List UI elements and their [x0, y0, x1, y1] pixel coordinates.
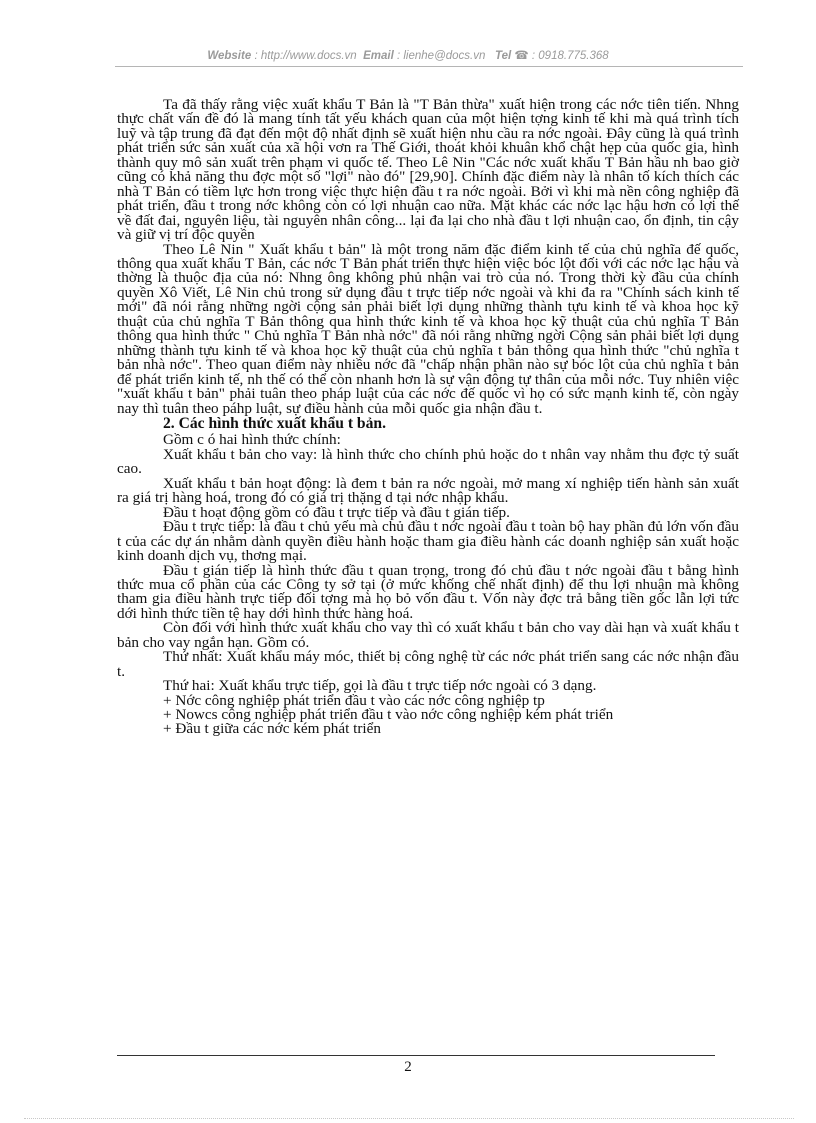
section-heading: 2. Các hình thức xuất khẩu t bản. — [163, 414, 386, 432]
document-body — [117, 98, 739, 737]
page-bottom-edge — [24, 1118, 794, 1119]
section-paragraph: Gồm c ó hai hình thức chính: — [163, 431, 341, 449]
paragraph-1: Ta đã thấy rằng việc xuất khẩu T Bản là "T Bản thừa" xuất hiện trong các nớc tiên tiến. Nhng thực chất vấn đề đó là mang tính tất yếu khách quan của một hiện tợng kinh tế khi mà quá trình tích luỹ và tập trung đã đạt đến một độ nhất định sẽ xuất hiện nhu cầu ra nớc ngoài. Đây cũng là quá trình phát triển sức sản xuất của xã hội vơn ra Thế Giới, thoát khỏi khuân khổ chật hẹp của quốc gia, hình thành quy mô sản xuất trên phạm vi quốc tế. Theo Lê Nin "Các nớc xuất khẩu T Bản hầu nh bao giờ cũng có khả năng thu đợc một số "lợi" nào đó" [29,90]. Chính đặc điểm này là nhân tố kích thích các nhà T Bản có tiềm lực hơn trong việc thực hiện đầu t ra nớc ngoài. Bởi vì khi mà nền công nghiệp đã phát triển, đầu t trong nớc không còn có lợi nhuận cao nữa. Mặt khác các nớc lạc hậu hơn có lợi thế về đất đai, nguyên liệu, tài nguyên nhân công... lại đa lại cho nhà đầu t lợi nhuận cao, ổn định, tin cậy và giữ vị trí độc quyền — [117, 96, 739, 244]
tel-label: Tel — [494, 50, 512, 62]
footer-divider — [117, 1055, 715, 1056]
website-label: Website — [207, 50, 252, 62]
list-item: + Nowcs công nghiệp phát triển đầu t vào nớc công nghiệp kém phát triển — [163, 706, 614, 724]
email-value: : lienhe@docs.vn — [396, 50, 486, 62]
tel-value: ☎ : 0918.775.368 — [514, 50, 609, 62]
section-paragraph: Thứ hai: Xuất khẩu trực tiếp, gọi là đầu t trực tiếp nớc ngoài có 3 dạng. — [163, 677, 597, 695]
page-header — [0, 48, 816, 62]
section-paragraph: Xuất khẩu t bản cho vay: là hình thức cho chính phủ hoặc do t nhân vay nhằm thu đợc tỷ suất cao. — [117, 445, 739, 478]
page-number: 2 — [404, 1059, 412, 1075]
section-paragraph: Đầu t gián tiếp là hình thức đầu t quan trọng, trong đó chủ đầu t nớc ngoài đầu t bằng hình thức mua cổ phần của các Công ty sở tại (ở mức khống chế nhất định) để thu lợi nhuận mà không tham gia điều hành trực tiếp đối tợng mà họ bỏ vốn đầu t. Vốn này đợc trả bằng tiền gốc lẫn lợi tức dới hình thức tiền tệ hay dới hình thức hàng hoá. — [117, 561, 739, 622]
section-paragraph: Xuất khẩu t bản hoạt động: là đem t bản ra nớc ngoài, mở mang xí nghiệp tiến hành sản xuất ra giá trị hàng hoá, trong đó có giá trị thặng d tại nớc nhập khẩu. — [117, 474, 739, 507]
list-item: + Nớc công nghiệp phát triển đầu t vào các nớc công nghiệp tp — [163, 691, 545, 709]
header-divider — [115, 66, 743, 67]
paragraph-2: Theo Lê Nin " Xuất khẩu t bản" là một trong năm đặc điểm kinh tế của chủ nghĩa đế quốc, thông qua xuất khẩu T Bản, các nớc T Bản phát triển thực hiện việc bóc lột đối với các nớc lạc hậu và thờng là thuộc địa của nó: Nhng ông không phủ nhận vai trò của nó. Trong thời kỳ đầu của chính quyền Xô Viết, Lê Nin chủ trong sử dụng đầu t trực tiếp nớc ngoài và khi đa ra "Chính sách kinh tế mới" đã nói rằng những ngời cộng sản phải biết lợi dụng những thành tựu kinh tế và khoa học kỹ thuật của chủ nghĩa T Bản thông qua hình thức kinh tế và khoa học kỹ thuật của chủ nghĩa T Bản thông qua hình thức " Chủ nghĩa T Bản nhà nớc" đã nói rằng những ngời Cộng sản phải biết lợi dụng những thành tựu kinh tế và khoa học kỹ thuật của chủ nghĩa t bản thông qua hình thức "chủ nghĩa t bản nhà nớc". Theo quan điểm này nhiều nớc đã "chấp nhận phần nào sự bóc lột của chủ nghĩa t bản để phát triển kinh tế, nh thế có thể còn nhanh hơn là sự vận động tự thân của mỗi nớc. Tuy nhiên việc "xuất khẩu t bản" phải tuân theo pháp luật của các nớc đế quốc vì họ có sức mạnh kinh tế, còn ngày nay thì tuân theo páhp luật, sự điều hành của mỗi quốc gia nhận đầu t. — [117, 240, 739, 417]
section-paragraph: Đầu t trực tiếp: là đầu t chủ yếu mà chủ đầu t nớc ngoài đầu t toàn bộ hay phần đủ lớn vốn đầu t của các dự án nhằm dành quyền điều hành hoặc tham gia điều hành các doanh nghiệp sản xuất hoặc kinh doanh dịch vụ, thơng mại. — [117, 518, 739, 565]
email-label: Email — [363, 50, 394, 62]
list-item: + Đầu t giữa các nớc kém phát triển — [163, 720, 381, 738]
section-paragraph: Còn đối với hình thức xuất khẩu cho vay thì có xuất khẩu t bản cho vay dài hạn và xuất khẩu t bản cho vay ngắn hạn. Gồm có. — [117, 619, 739, 651]
section-paragraph: Đầu t hoạt động gồm có đầu t trực tiếp và đầu t gián tiếp. — [163, 503, 510, 521]
website-value: : http://www.docs.vn — [254, 50, 357, 62]
section-paragraph: Thứ nhất: Xuất khẩu máy móc, thiết bị công nghệ từ các nớc phát triển sang các nớc nhận đầu t. — [117, 648, 739, 680]
